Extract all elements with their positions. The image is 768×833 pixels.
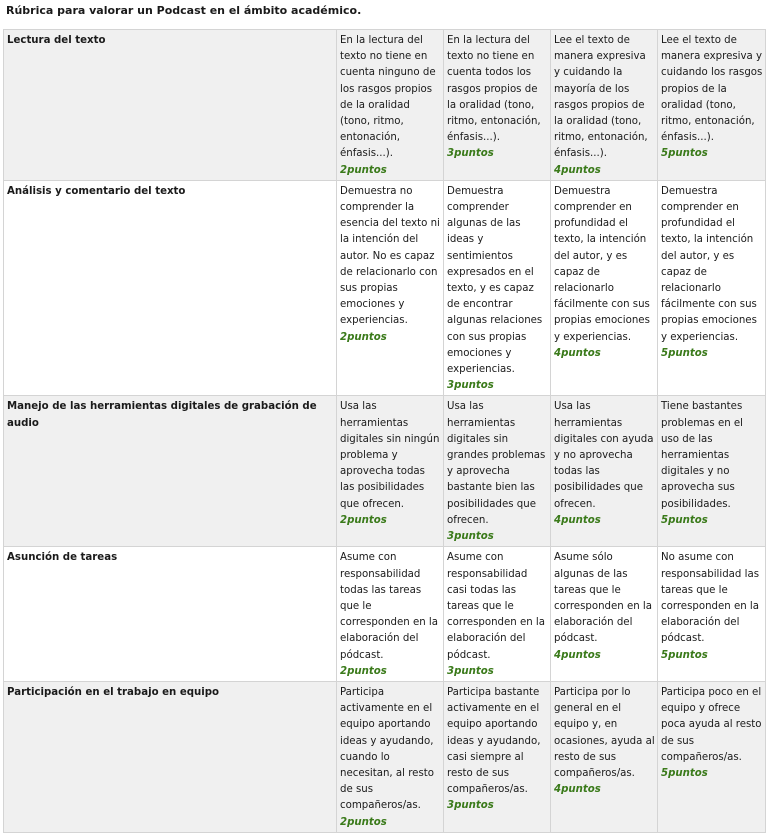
level-points: 5puntos [661, 148, 708, 160]
level-points: 2puntos [340, 331, 387, 343]
level-cell [444, 547, 551, 682]
level-cell [337, 681, 444, 832]
level-description: Asume con responsabilidad todas las tareas que le corresponden en la elaboración del pódcast. [340, 552, 439, 661]
page-title: Rúbrica para valorar un Podcast en el ámbito académico. [6, 4, 362, 17]
criterion-cell: Lectura del texto [4, 30, 337, 181]
level-description: Tiene bastantes problemas en el uso de las herramientas digitales y no aprovecha sus posibilidades. [661, 401, 744, 510]
level-cell [658, 547, 766, 682]
level-points: 5puntos [661, 767, 708, 779]
level-points: 3puntos [447, 531, 494, 543]
level-points: 2puntos [340, 514, 387, 526]
level-points: 2puntos [340, 665, 387, 677]
level-description: Demuestra no comprender la esencia del texto ni la intención del autor. No es capaz de relacionarlo con sus propias emociones y experiencias. [340, 185, 440, 327]
level-description: En la lectura del texto no tiene en cuenta todos los rasgos propios de la oralidad (tono, ritmo, entonación, énfasis...). [447, 35, 541, 144]
level-points: 5puntos [661, 347, 708, 359]
criterion-cell: Análisis y comentario del texto [4, 180, 337, 396]
level-points: 4puntos [554, 649, 601, 661]
level-points: 5puntos [661, 649, 708, 661]
level-description: Usa las herramientas digitales sin grandes problemas y aprovecha bastante bien las posibilidades que ofrecen. [447, 401, 546, 526]
level-points: 4puntos [554, 347, 601, 359]
level-description: Participa poco en el equipo y ofrece poca ayuda al resto de sus compañeros/as. [661, 686, 762, 763]
rubric-row [4, 547, 766, 682]
level-points: 3puntos [447, 800, 494, 812]
level-description: Participa activamente en el equipo aportando ideas y ayudando, cuando lo necesitan, al resto de sus compañeros/as. [340, 686, 434, 812]
level-cell [658, 396, 766, 547]
level-points: 2puntos [340, 164, 387, 176]
level-cell [551, 547, 658, 682]
rubric-row [4, 681, 766, 832]
rubric-row [4, 30, 766, 181]
level-description: Demuestra comprender algunas de las ideas y sentimientos expresados en el texto, y es capaz de encontrar algunas relaciones con sus propias emociones y experiencias. [447, 185, 543, 376]
level-cell [551, 30, 658, 181]
level-cell [658, 681, 766, 832]
level-description: No asume con responsabilidad las tareas que le corresponden en la elaboración del pódcast. [661, 552, 760, 645]
level-description: Asume con responsabilidad casi todas las tareas que le corresponden en la elaboración del pódcast. [447, 552, 546, 661]
level-points: 3puntos [447, 380, 494, 392]
level-description: Usa las herramientas digitales sin ningún problema y aprovecha todas las posibilidades que ofrecen. [340, 401, 440, 510]
criterion-cell: Manejo de las herramientas digitales de grabación de audio [4, 396, 337, 547]
level-cell [444, 396, 551, 547]
level-description: Usa las herramientas digitales con ayuda y no aprovecha todas las posibilidades que ofrecen. [554, 401, 654, 510]
rubric-row [4, 396, 766, 547]
level-cell [551, 396, 658, 547]
level-description: Demuestra comprender en profundidad el texto, la intención del autor, y es capaz de relacionarlo fácilmente con sus propias emociones y experiencias. [554, 185, 650, 343]
level-cell [658, 180, 766, 396]
level-description: Lee el texto de manera expresiva y cuidando los rasgos propios de la oralidad (tono, ritmo, entonación, énfasis...). [661, 35, 763, 144]
level-description: Lee el texto de manera expresiva y cuidando la mayoría de los rasgos propios de la oralidad (tono, ritmo, entonación, énfasis...). [554, 35, 648, 160]
level-points: 2puntos [340, 816, 387, 828]
level-cell [444, 30, 551, 181]
level-description: Participa bastante activamente en el equipo aportando ideas y ayudando, casi siempre al resto de sus compañeros/as. [447, 686, 541, 796]
level-cell [337, 547, 444, 682]
rubric-row [4, 180, 766, 396]
level-points: 4puntos [554, 514, 601, 526]
level-description: Demuestra comprender en profundidad el texto, la intención del autor, y es capaz de relacionarlo fácilmente con sus propias emociones y experiencias. [661, 185, 757, 343]
level-description: Asume sólo algunas de las tareas que le corresponden en la elaboración del pódcast. [554, 552, 653, 645]
level-points: 3puntos [447, 665, 494, 677]
criterion-cell: Asunción de tareas [4, 547, 337, 682]
level-cell [658, 30, 766, 181]
level-cell [337, 396, 444, 547]
level-description: En la lectura del texto no tiene en cuenta ninguno de los rasgos propios de la oralidad (tono, ritmo, entonación, énfasis...). [340, 35, 436, 160]
level-points: 4puntos [554, 784, 601, 796]
level-points: 3puntos [447, 148, 494, 160]
criterion-cell: Participación en el trabajo en equipo [4, 681, 337, 832]
level-description: Participa por lo general en el equipo y, en ocasiones, ayuda al resto de sus compañeros/as. [554, 686, 655, 779]
level-cell [337, 180, 444, 396]
level-cell [444, 180, 551, 396]
level-cell [551, 681, 658, 832]
level-points: 4puntos [554, 164, 601, 176]
level-cell [551, 180, 658, 396]
level-cell [337, 30, 444, 181]
level-points: 5puntos [661, 514, 708, 526]
level-cell [444, 681, 551, 832]
rubric-table [3, 29, 766, 833]
